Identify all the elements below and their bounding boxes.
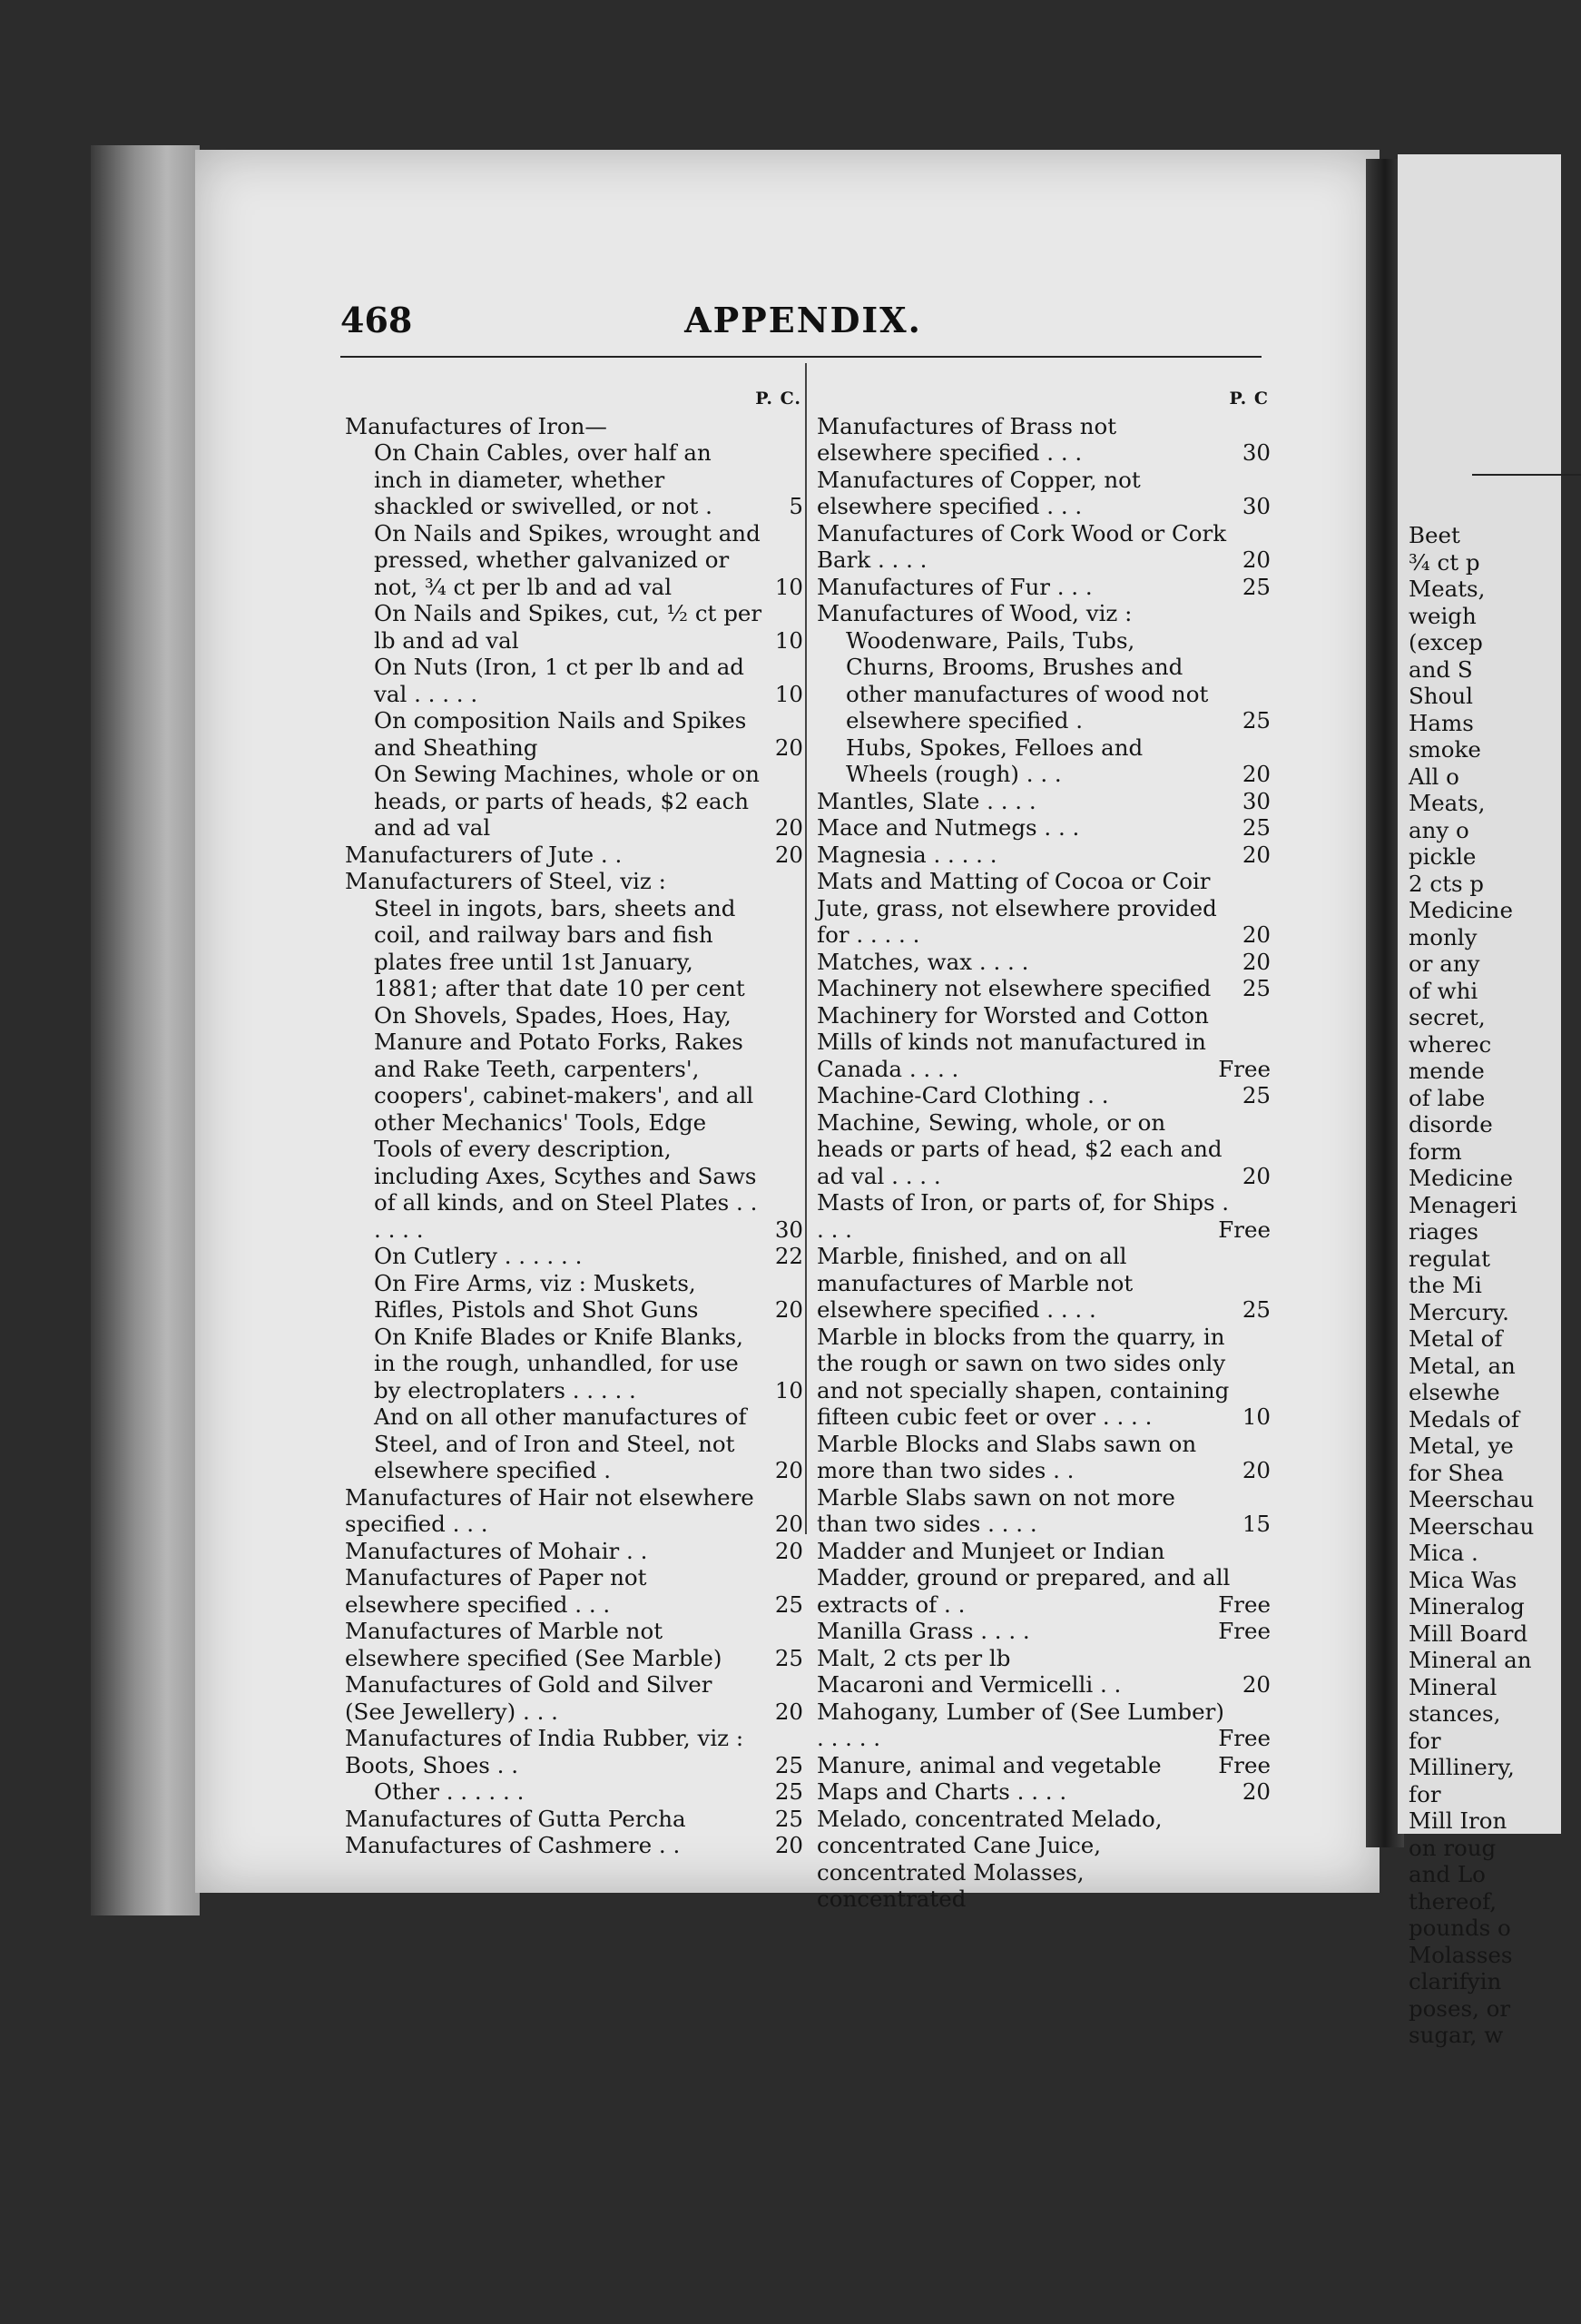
tariff-entry-rate: Free [1218, 1618, 1271, 1644]
tariff-entry [817, 467, 1271, 520]
right-page-line: for [1409, 1780, 1441, 1807]
tariff-entry-rate: 20 [1242, 1457, 1271, 1483]
tariff-entry [345, 439, 803, 520]
tariff-entry-text: Manufactures of India Rubber, viz : Boots, Shoes . . [345, 1725, 744, 1778]
right-page-line: secret, [1409, 1004, 1486, 1030]
tariff-entry [817, 1484, 1271, 1538]
tariff-entry-text: Marble, finished, and on all manufactures of Marble not elsewhere specified . . . . [817, 1243, 1134, 1323]
right-page-head-rule [1472, 474, 1581, 476]
tariff-entry [817, 842, 1271, 869]
tariff-entry [817, 520, 1271, 574]
right-page-line: sugar, w [1409, 2022, 1504, 2048]
tariff-entry-rate: 20 [1242, 948, 1271, 975]
tariff-entry-text: On Sewing Machines, whole or on heads, or parts of heads, $2 each and ad val [374, 761, 760, 841]
tariff-entry-rate: 10 [774, 573, 803, 600]
tariff-entry-rate: 20 [774, 1296, 803, 1323]
right-page-line: Mineral an [1409, 1647, 1532, 1673]
tariff-entry-rate: 20 [774, 841, 803, 868]
tariff-entry-text: Manufactures of Gold and Silver (See Jewellery) . . . [345, 1671, 712, 1725]
right-page-line: Menageri [1409, 1191, 1517, 1218]
tariff-entry-rate: 5 [789, 493, 803, 519]
tariff-entry-rate: 20 [774, 814, 803, 841]
tariff-entry [817, 734, 1271, 788]
right-page-line: riages [1409, 1218, 1478, 1245]
right-page-line: monly [1409, 923, 1478, 950]
tariff-entry-text: Manufactures of Mohair . . [345, 1537, 648, 1564]
tariff-entry-text: On Fire Arms, viz : Muskets, Rifles, Pistols and Shot Guns [374, 1269, 699, 1323]
tariff-entry-text: Marble Blocks and Slabs sawn on more than two sides . . [817, 1430, 1197, 1483]
tariff-entry-rate: 20 [774, 1537, 803, 1564]
per-cent-label: P. C. [755, 389, 801, 409]
tariff-entry [817, 1189, 1271, 1243]
right-page-line: the Mi [1409, 1272, 1482, 1298]
tariff-entry [345, 654, 803, 707]
tariff-entry [345, 1484, 803, 1538]
tariff-entry-text: Manufactures of Copper, not elsewhere specified . . . [817, 466, 1141, 519]
tariff-entry [345, 1270, 803, 1324]
page-number: 468 [340, 300, 413, 340]
tariff-entry-rate: 20 [774, 1832, 803, 1858]
tariff-entry-text: On composition Nails and Spikes and Sheathing [374, 707, 747, 761]
tariff-entry-text: Malt, 2 cts per lb [817, 1644, 1011, 1671]
tariff-entry-rate: Free [1218, 1590, 1271, 1618]
tariff-entry-rate: 20 [774, 734, 803, 761]
tariff-entry-rate: 20 [774, 1698, 803, 1725]
tariff-entry [345, 1618, 803, 1671]
right-page-line: pounds o [1409, 1915, 1511, 1941]
right-page-line: ¾ ct p [1409, 548, 1480, 576]
right-page-line: Mica Was [1409, 1566, 1517, 1593]
right-page-line: regulat [1409, 1245, 1490, 1272]
tariff-entry-text: Hubs, Spokes, Felloes and Wheels (rough) . . . [846, 734, 1144, 787]
tariff-entry-rate: 25 [1242, 1296, 1271, 1323]
right-page-line: disorde [1409, 1111, 1493, 1137]
tariff-entry [817, 1002, 1271, 1083]
tariff-entry-text: On Chain Cables, over half an inch in diameter, whether shackled or swivelled, or not . [374, 439, 712, 519]
right-page-line: Medals of [1409, 1405, 1519, 1433]
tariff-entry-rate: 30 [1242, 439, 1271, 466]
tariff-entry [345, 600, 803, 654]
tariff-entry-rate: 30 [774, 1216, 803, 1243]
tariff-entry-rate: 20 [1242, 547, 1271, 573]
tariff-entry [345, 868, 803, 895]
right-page-line: Mineral [1409, 1673, 1498, 1700]
right-page-line: Hams [1409, 709, 1474, 736]
right-page-line: thereof, [1409, 1887, 1498, 1915]
tariff-entry-rate: 30 [1242, 493, 1271, 519]
tariff-entry-text: Manufactures of Iron— [345, 412, 607, 439]
per-cent-label: P. C [1229, 389, 1269, 409]
right-page-line: Mercury. [1409, 1298, 1509, 1325]
right-page-line: wherec [1409, 1030, 1492, 1058]
right-page-line: Mill Board [1409, 1620, 1528, 1647]
tariff-column-middle [817, 386, 1271, 1913]
right-page-line: weigh [1409, 602, 1477, 629]
running-head [340, 300, 1266, 354]
tariff-entry [345, 1243, 803, 1270]
right-page-line: Meats, [1409, 576, 1486, 602]
tariff-entry-text: Manufactures of Marble not elsewhere specified (See Marble) [345, 1618, 722, 1671]
tariff-entry-text: Manufactures of Cork Wood or Cork Bark . . . . [817, 519, 1227, 573]
tariff-entry-text: And on all other manufactures of Steel, and of Iron and Steel, not elsewhere specified . [374, 1403, 747, 1483]
tariff-entry-text: On Nails and Spikes, cut, ½ ct per lb and ad val [374, 600, 762, 654]
tariff-entry-rate: 25 [774, 1778, 803, 1805]
right-page-line: and Lo [1409, 1861, 1486, 1887]
right-page-line: Metal, ye [1409, 1433, 1514, 1459]
tariff-entry [817, 627, 1271, 734]
tariff-entry [345, 895, 803, 1002]
right-page-line: any o [1409, 816, 1469, 843]
tariff-entry-text: Macaroni and Vermicelli . . [817, 1671, 1122, 1698]
right-page-line: elsewhe [1409, 1379, 1500, 1405]
tariff-entry-rate: 22 [774, 1243, 803, 1269]
right-page-line: (excep [1409, 629, 1483, 655]
tariff-entry-rate: 25 [1242, 1082, 1271, 1108]
tariff-entry-text: On Knife Blades or Knife Blanks, in the rough, unhandled, for use by electroplaters . . . . . [374, 1323, 743, 1403]
tariff-entry-text: Machinery not elsewhere specified [817, 975, 1212, 1001]
tariff-entry-rate: 25 [774, 1751, 803, 1778]
tariff-entry [817, 1645, 1271, 1672]
right-page-line: Medicine [1409, 897, 1513, 923]
tariff-entry [345, 1778, 803, 1806]
right-page-line: for [1409, 1727, 1441, 1754]
right-page-line: Meerschau [1409, 1512, 1535, 1540]
right-page-line: Meerschau [1409, 1486, 1535, 1512]
tariff-entry-rate: 25 [1242, 975, 1271, 1001]
tariff-entry-text: Machine, Sewing, whole, or on heads or parts of head, $2 each and ad val . . . . [817, 1108, 1223, 1189]
tariff-entry-text: On Cutlery . . . . . . [374, 1243, 583, 1269]
tariff-entry [345, 707, 803, 761]
tariff-entry [817, 1671, 1271, 1699]
right-page-line: Millinery, [1409, 1754, 1515, 1780]
tariff-entry [817, 949, 1271, 976]
tariff-entry [345, 1832, 803, 1859]
tariff-entry-text: Mace and Nutmegs . . . [817, 814, 1080, 841]
tariff-entry-text: Woodenware, Pails, Tubs, Churns, Brooms, Brushes and other manufactures of wood not elsewhere specified . [846, 626, 1209, 734]
right-page-line: All o [1409, 763, 1459, 790]
right-page-line: 2 cts p [1409, 870, 1484, 897]
tariff-entry-text: Manufactures of Brass not elsewhere specified . . . [817, 412, 1117, 466]
tariff-entry-text: Mahogany, Lumber of (See Lumber) . . . . . [817, 1698, 1224, 1751]
right-page-line: and S [1409, 655, 1473, 683]
tariff-entry-rate: 20 [774, 1457, 803, 1483]
tariff-entry [817, 1618, 1271, 1645]
tariff-entry-rate: 25 [774, 1590, 803, 1618]
right-page-line: pickle [1409, 843, 1477, 870]
tariff-entry [345, 1538, 803, 1565]
right-page-column [1409, 522, 1534, 2049]
right-page-line: of whi [1409, 977, 1478, 1004]
right-page-line: Meats, [1409, 790, 1486, 816]
middle-entries [817, 413, 1271, 1913]
right-page-line: stances, [1409, 1700, 1501, 1727]
tariff-entry-text: Steel in ingots, bars, sheets and coil, and railway bars and fish plates free until 1st January, 1881; after that date 10 per cent [374, 894, 745, 1001]
tariff-entry-text: Manilla Grass . . . . [817, 1618, 1030, 1644]
tariff-entry [817, 814, 1271, 842]
right-page-line: Molasses [1409, 1941, 1513, 1968]
tariff-entry-text: Manure, animal and vegetable [817, 1751, 1162, 1778]
tariff-entry [345, 1002, 803, 1244]
tariff-entry-text: Mats and Matting of Cocoa or Coir Jute, grass, not elsewhere provided for . . . . . [817, 868, 1217, 948]
tariff-entry [345, 1725, 803, 1778]
right-page-line: clarifyin [1409, 1968, 1502, 1994]
tariff-entry [345, 520, 803, 601]
tariff-entry-text: Matches, wax . . . . [817, 948, 1029, 975]
tariff-entry [817, 975, 1271, 1002]
tariff-entry-text: Manufactures of Wood, viz : [817, 600, 1133, 626]
right-page-line: of labe [1409, 1084, 1486, 1111]
tariff-entry-rate: 10 [774, 1376, 803, 1403]
tariff-entry-text: Mantles, Slate . . . . [817, 787, 1036, 814]
left-entries [345, 413, 803, 1859]
tariff-entry [345, 1403, 803, 1484]
tariff-entry [345, 413, 803, 440]
tariff-entry-rate: 20 [1242, 841, 1271, 868]
tariff-entry-text: Masts of Iron, or parts of, for Ships . . . . [817, 1189, 1230, 1243]
tariff-entry-rate: 10 [1242, 1403, 1271, 1430]
tariff-entry-rate: 25 [1242, 814, 1271, 841]
tariff-entry-text: Magnesia . . . . . [817, 841, 997, 868]
tariff-entry-text: Marble in blocks from the quarry, in the rough or sawn on two sides only and not specially shapen, containing fifteen cubic feet or over . . . . [817, 1323, 1230, 1430]
tariff-entry-text: On Nails and Spikes, wrought and pressed, whether galvanized or not, ¾ ct per lb and ad val [374, 519, 761, 600]
tariff-entry [817, 1752, 1271, 1779]
page-title: APPENDIX. [684, 300, 922, 340]
tariff-entry [345, 1564, 803, 1618]
tariff-entry [817, 1243, 1271, 1324]
tariff-entry-rate: 20 [1242, 921, 1271, 948]
tariff-entry-rate: 10 [774, 626, 803, 654]
right-page-line: Medicine [1409, 1165, 1513, 1191]
right-page-line: Metal of [1409, 1325, 1503, 1352]
tariff-entry-rate: 20 [1242, 761, 1271, 787]
right-page-line: poses, or [1409, 1994, 1511, 2022]
tariff-entry-text: Manufactures of Hair not elsewhere specified . . . [345, 1483, 754, 1537]
tariff-entry-rate: 20 [1242, 1162, 1271, 1189]
column-divider [805, 363, 807, 1534]
tariff-entry [817, 1082, 1271, 1109]
right-page-line: on roug [1409, 1834, 1497, 1861]
tariff-entry-text: Manufactures of Gutta Percha [345, 1805, 686, 1832]
tariff-entry [345, 761, 803, 842]
right-page-line: Mica . [1409, 1540, 1478, 1566]
tariff-entry-rate: 25 [1242, 573, 1271, 600]
tariff-entry-rate: Free [1218, 1725, 1271, 1751]
tariff-entry-text: Melado, concentrated Melado, concentrated Cane Juice, concentrated Molasses, concentrated [817, 1805, 1163, 1912]
tariff-entry-rate: 10 [774, 680, 803, 707]
tariff-entry [817, 788, 1271, 815]
tariff-entry-rate: 25 [774, 1644, 803, 1671]
right-page-line: Shoul [1409, 683, 1473, 709]
right-page-line: Metal, an [1409, 1352, 1516, 1379]
header-rule [340, 356, 1262, 358]
tariff-entry [817, 574, 1271, 601]
tariff-entry [817, 1778, 1271, 1806]
tariff-entry-text: Manufacturers of Jute . . [345, 841, 623, 868]
right-page-line: or any [1409, 950, 1480, 977]
tariff-entry [817, 868, 1271, 949]
tariff-entry [817, 1806, 1271, 1913]
tariff-entry-text: Maps and Charts . . . . [817, 1778, 1067, 1805]
tariff-entry-rate: 15 [1242, 1511, 1271, 1537]
tariff-entry [817, 1324, 1271, 1431]
tariff-entry-text: Manufactures of Fur . . . [817, 573, 1093, 600]
right-page-line: mende [1409, 1058, 1485, 1084]
tariff-entry [345, 842, 803, 869]
tariff-entry-text: Marble Slabs sawn on not more than two sides . . . . [817, 1483, 1175, 1537]
tariff-entry-rate: 20 [1242, 1778, 1271, 1805]
tariff-entry [345, 1324, 803, 1404]
right-page-line: smoke [1409, 736, 1481, 763]
tariff-entry-rate: 20 [1242, 1671, 1271, 1698]
right-page-line: for Shea [1409, 1459, 1504, 1486]
tariff-entry-text: Manufacturers of Steel, viz : [345, 868, 666, 894]
tariff-entry-rate: Free [1218, 1055, 1271, 1082]
right-page-line: Beet [1409, 522, 1460, 548]
right-page-line: Mill Iron [1409, 1807, 1507, 1834]
tariff-entry-rate: Free [1218, 1751, 1271, 1778]
tariff-entry-rate: 25 [1242, 707, 1271, 734]
tariff-entry [817, 1699, 1271, 1752]
tariff-entry-text: Other . . . . . . [374, 1778, 525, 1805]
right-page-line: Mineralog [1409, 1593, 1525, 1620]
tariff-entry-rate: 30 [1242, 787, 1271, 814]
right-page-fragment [1398, 154, 1561, 2048]
tariff-entry [817, 1109, 1271, 1190]
tariff-entry-rate: Free [1218, 1216, 1271, 1243]
tariff-entry-text: Manufactures of Cashmere . . [345, 1832, 681, 1858]
tariff-entry-text: Machine-Card Clothing . . [817, 1082, 1109, 1108]
tariff-entry-text: Madder and Munjeet or Indian Madder, ground or prepared, and all extracts of . . [817, 1537, 1231, 1618]
tariff-entry-text: Machinery for Worsted and Cotton Mills of kinds not manufactured in Canada . . . . [817, 1001, 1209, 1082]
tariff-entry-text: Manufactures of Paper not elsewhere specified . . . [345, 1564, 647, 1618]
tariff-entry [817, 600, 1271, 627]
book-page-edges [91, 145, 200, 1915]
tariff-entry-rate: 20 [774, 1511, 803, 1537]
tariff-column-left [345, 386, 803, 1859]
tariff-entry [817, 413, 1271, 467]
tariff-entry-rate: 25 [774, 1805, 803, 1832]
tariff-entry [817, 1538, 1271, 1619]
tariff-entry [345, 1671, 803, 1725]
tariff-entry-text: On Nuts (Iron, 1 ct per lb and ad val . . . . . [374, 654, 744, 707]
right-page-line: form [1409, 1137, 1462, 1165]
tariff-entry [817, 1431, 1271, 1484]
tariff-entry-text: On Shovels, Spades, Hoes, Hay, Manure and Potato Forks, Rakes and Rake Teeth, carpenters', coopers', cabinet-makers', and all other Mechanics' Tools, Edge Tools of every description, including Axes, Scythes and Saws of all kinds, and on Steel Plates . . . . . . [374, 1001, 758, 1243]
tariff-entry [345, 1806, 803, 1833]
